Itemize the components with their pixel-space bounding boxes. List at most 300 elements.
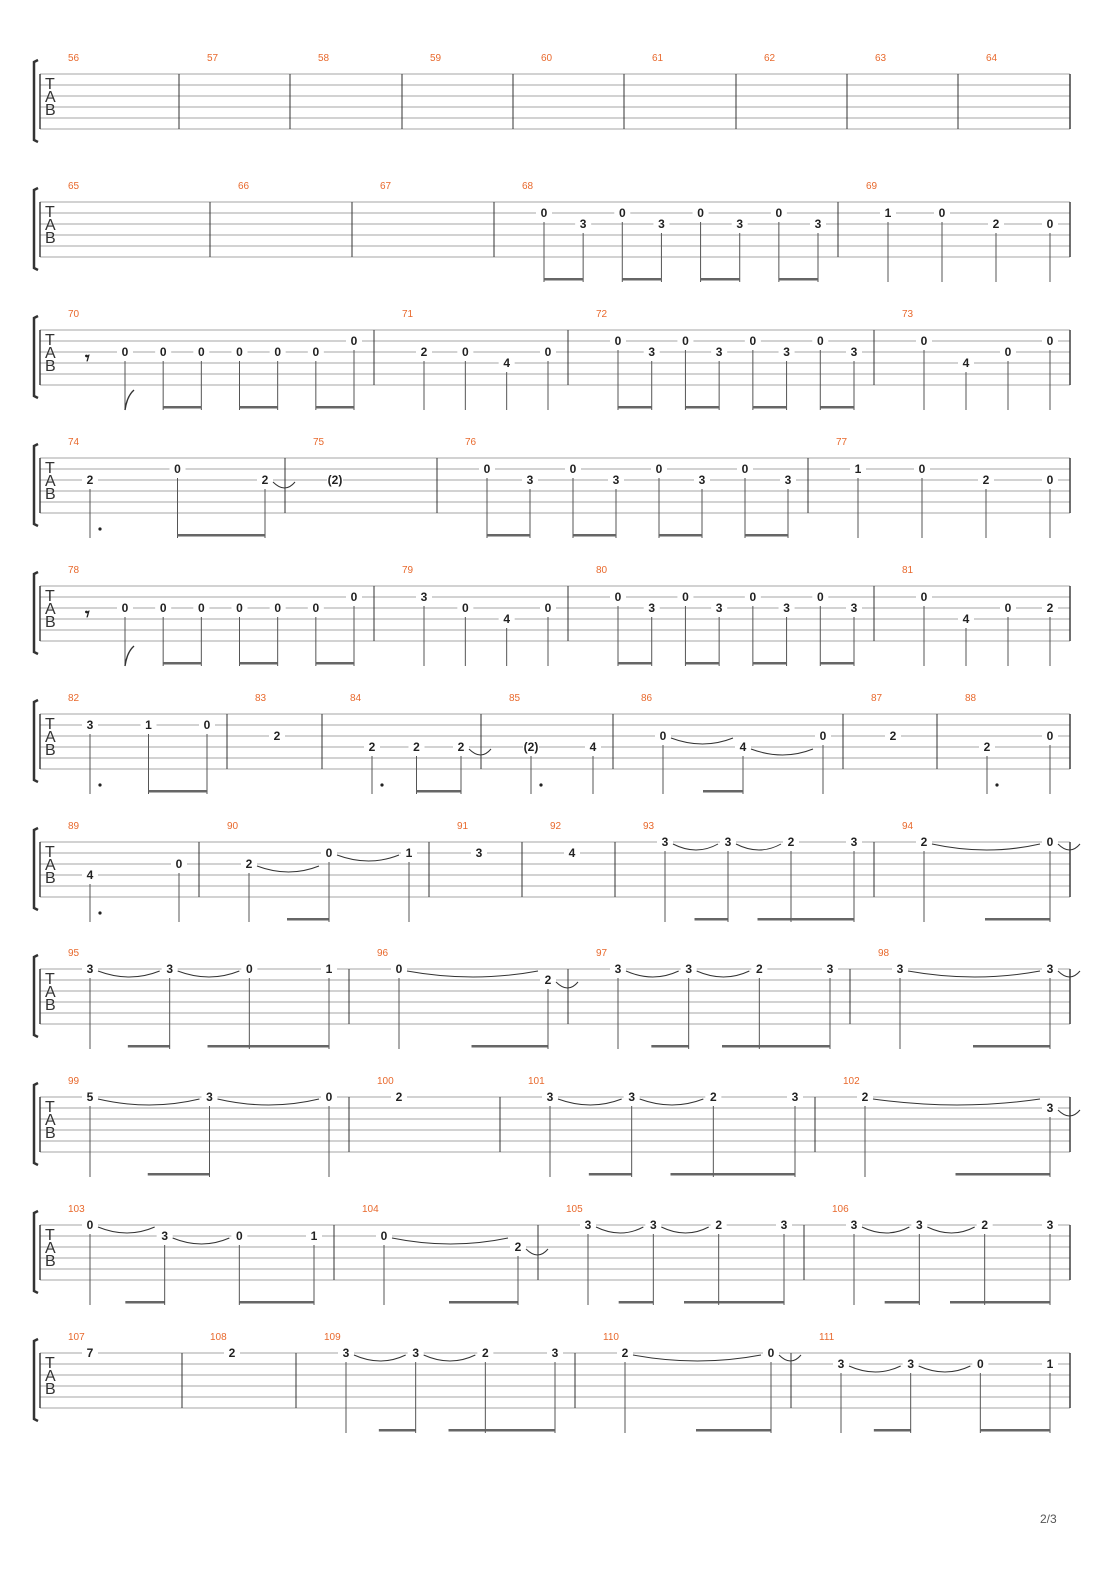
beam	[695, 918, 729, 921]
beam	[973, 1045, 1050, 1048]
fret-number: 0	[197, 345, 205, 359]
measure-number: 86	[641, 693, 653, 704]
tab-clef-letter: B	[45, 230, 56, 247]
fret-number: 2	[787, 835, 795, 849]
tab-clef-letter: B	[45, 358, 56, 375]
fret-number: 0	[159, 345, 167, 359]
tie	[932, 844, 1040, 850]
system-bracket	[34, 1083, 38, 1165]
fret-number: 0	[203, 718, 211, 732]
tie	[98, 1099, 200, 1105]
fret-number: 0	[1046, 217, 1054, 231]
measure-number: 56	[68, 53, 80, 64]
fret-number: 2	[273, 729, 281, 743]
beam	[449, 1301, 518, 1304]
tab-clef-letter: T	[45, 1227, 55, 1244]
measure-number: 87	[871, 693, 883, 704]
fret-number: 2	[420, 345, 428, 359]
tab-clef-letter: T	[45, 588, 55, 605]
measure-number: 88	[965, 693, 977, 704]
fret-number: 2	[861, 1090, 869, 1104]
tab-clef-letter: A	[45, 601, 56, 618]
beam	[651, 1045, 688, 1048]
beam	[701, 278, 740, 281]
fret-number: 0	[312, 601, 320, 615]
beam	[985, 1301, 1050, 1304]
tie	[1058, 971, 1080, 977]
beam	[240, 662, 278, 665]
tie	[661, 1227, 708, 1233]
fret-number: 2	[889, 729, 897, 743]
fret-number: 3	[648, 601, 656, 615]
beam	[713, 1173, 795, 1176]
beam	[980, 1429, 1050, 1432]
tab-clef-letter: B	[45, 1125, 56, 1142]
measure-number: 107	[68, 1332, 85, 1343]
beam	[544, 278, 583, 281]
tab-clef-letter: B	[45, 614, 56, 631]
fret-number: 5	[86, 1090, 94, 1104]
beam	[759, 1045, 830, 1048]
beam	[956, 1173, 1051, 1176]
tie	[779, 1355, 801, 1361]
fret-number: 3	[614, 962, 622, 976]
fret-number: 0	[682, 334, 689, 348]
tab-clef-letter: T	[45, 1355, 55, 1372]
fret-number: 3	[420, 590, 428, 604]
fret-number: 0	[245, 962, 253, 976]
beam	[950, 1301, 985, 1304]
beam	[622, 278, 661, 281]
tab-clef-letter: T	[45, 844, 55, 861]
tab-clef-letter: B	[45, 486, 56, 503]
beam	[684, 1301, 719, 1304]
tab-clef-letter: B	[45, 870, 56, 887]
fret-number: 1	[1046, 1357, 1054, 1371]
beam	[820, 406, 854, 409]
measure-number: 58	[318, 53, 330, 64]
measure-number: 76	[465, 437, 477, 448]
system-bracket	[34, 60, 38, 142]
fret-number: 3	[649, 1218, 657, 1232]
fret-number: 0	[1004, 345, 1012, 359]
beam	[589, 1173, 632, 1176]
tie	[927, 1227, 974, 1233]
fret-number: 2	[983, 740, 991, 754]
fret-number: 0	[1046, 835, 1054, 849]
measure-number: 100	[377, 1076, 394, 1087]
fret-number: 2	[245, 857, 253, 871]
fret-number: 3	[736, 217, 744, 231]
measure-number: 59	[430, 53, 442, 64]
rest-symbol: 𝄾	[85, 348, 90, 369]
fret-number: 0	[741, 462, 749, 476]
measure-number: 68	[522, 181, 534, 192]
fret-number: 3	[850, 345, 858, 359]
fret-number: 0	[618, 206, 626, 220]
fret-number: 3	[648, 345, 656, 359]
beam	[485, 1429, 555, 1432]
measure-number: 69	[866, 181, 878, 192]
measure-number: 83	[255, 693, 267, 704]
measure-number: 105	[566, 1204, 583, 1215]
measure-number: 71	[402, 309, 414, 320]
tie	[908, 971, 1040, 977]
fret-number: 3	[342, 1346, 350, 1360]
system-bracket	[34, 444, 38, 526]
tab-clef-letter: A	[45, 345, 56, 362]
fret-number: 0	[395, 962, 403, 976]
beam	[573, 534, 616, 537]
fret-number: 3	[837, 1357, 845, 1371]
measure-number: 94	[902, 821, 914, 832]
tie	[469, 749, 491, 755]
fret-number: 0	[274, 345, 282, 359]
beam	[148, 1173, 210, 1176]
beam	[779, 278, 818, 281]
fret-number: 2	[395, 1090, 403, 1104]
beam	[316, 406, 354, 409]
tab-clef-letter: T	[45, 204, 55, 221]
tie	[671, 738, 733, 744]
fret-number: 1	[884, 206, 892, 220]
fret-number: 0	[767, 1346, 775, 1360]
fret-number: 3	[791, 1090, 799, 1104]
tab-clef-letter: A	[45, 473, 56, 490]
fret-number: 3	[584, 1218, 592, 1232]
measure-number: 103	[68, 1204, 85, 1215]
measure-number: 82	[68, 693, 80, 704]
fret-number: 3	[1046, 1101, 1054, 1115]
beam	[820, 662, 854, 665]
tab-clef-letter: B	[45, 1381, 56, 1398]
measure-number: 89	[68, 821, 80, 832]
fret-number: 0	[483, 462, 491, 476]
fret-number: 0	[236, 345, 243, 359]
beam	[685, 662, 719, 665]
fret-number: 0	[461, 601, 469, 615]
fret-number: 0	[682, 590, 689, 604]
fret-number: 0	[325, 846, 333, 860]
measure-number: 79	[402, 565, 414, 576]
tie	[392, 1238, 508, 1244]
fret-number: 0	[938, 206, 946, 220]
dot	[995, 783, 998, 786]
measure-number: 96	[377, 948, 389, 959]
fret-number: 3	[206, 1090, 213, 1104]
fret-number: 3	[850, 601, 858, 615]
fret-number: 4	[86, 868, 94, 882]
dot	[98, 527, 101, 530]
fret-number: 7	[86, 1346, 94, 1360]
tab-clef-letter: T	[45, 332, 55, 349]
tie	[407, 971, 538, 977]
beam	[619, 1301, 654, 1304]
fret-number: 1	[854, 462, 862, 476]
fret-number: 2	[261, 473, 269, 487]
fret-number: (2)	[327, 473, 343, 487]
fret-number: 0	[1046, 729, 1054, 743]
fret-number: 3	[715, 601, 723, 615]
fret-number: 0	[816, 334, 824, 348]
beam	[239, 1301, 314, 1304]
measure-number: 73	[902, 309, 914, 320]
measure-number: 95	[68, 948, 80, 959]
fret-number: 0	[819, 729, 827, 743]
fret-number: 0	[121, 345, 129, 359]
system-bracket	[34, 572, 38, 654]
fret-number: 2	[481, 1346, 489, 1360]
note-flag	[125, 390, 134, 410]
measure-number: 85	[509, 693, 521, 704]
fret-number: 3	[715, 345, 723, 359]
fret-number: 0	[312, 345, 320, 359]
tab-clef-letter: T	[45, 971, 55, 988]
note-flag	[125, 646, 134, 666]
tie	[1058, 844, 1080, 850]
fret-number: 3	[896, 962, 904, 976]
tab-clef-letter: B	[45, 1253, 56, 1270]
system-bracket	[34, 955, 38, 1037]
beam	[128, 1045, 170, 1048]
tab-clef-letter: B	[45, 997, 56, 1014]
fret-number: 2	[715, 1218, 723, 1232]
beam	[696, 1429, 771, 1432]
beam	[163, 662, 201, 665]
beam	[287, 918, 329, 921]
measure-number: 61	[652, 53, 664, 64]
fret-number: 0	[174, 462, 181, 476]
fret-number: 3	[784, 473, 792, 487]
fret-number: 0	[569, 462, 577, 476]
fret-number: 3	[628, 1090, 636, 1104]
fret-number: 0	[325, 1090, 333, 1104]
fret-number: 3	[161, 1229, 169, 1243]
tie	[273, 482, 295, 488]
fret-number: 2	[228, 1346, 236, 1360]
measure-number: 78	[68, 565, 80, 576]
tie	[849, 1366, 901, 1372]
fret-number: 0	[614, 590, 622, 604]
system-bracket	[34, 188, 38, 270]
tab-clef-letter: A	[45, 984, 56, 1001]
fret-number: 0	[749, 334, 757, 348]
beam	[791, 918, 854, 921]
measure-number: 60	[541, 53, 553, 64]
fret-number: 0	[380, 1229, 388, 1243]
fret-number: 0	[461, 345, 469, 359]
tab-clef-letter: T	[45, 460, 55, 477]
fret-number: 0	[976, 1357, 984, 1371]
measure-number: 106	[832, 1204, 849, 1215]
measure-number: 108	[210, 1332, 227, 1343]
fret-number: 4	[503, 356, 511, 370]
dot	[98, 783, 101, 786]
fret-number: 3	[685, 962, 693, 976]
fret-number: 4	[962, 612, 970, 626]
measure-number: 99	[68, 1076, 80, 1087]
fret-number: 3	[724, 835, 732, 849]
beam	[125, 1301, 164, 1304]
dot	[98, 911, 101, 914]
fret-number: 0	[540, 206, 548, 220]
dot	[539, 783, 542, 786]
fret-number: 3	[783, 345, 790, 359]
fret-number: 2	[982, 473, 990, 487]
tie	[751, 749, 813, 755]
measure-number: 84	[350, 693, 362, 704]
fret-number: 0	[775, 206, 783, 220]
fret-number: 3	[526, 473, 534, 487]
beam	[487, 534, 530, 537]
beam	[703, 790, 743, 793]
tie	[697, 971, 750, 977]
system-bracket	[34, 1211, 38, 1293]
tie	[173, 1238, 230, 1244]
measure-number: 93	[643, 821, 655, 832]
tie	[218, 1099, 320, 1105]
fret-number: 3	[612, 473, 620, 487]
tie	[558, 1099, 622, 1105]
beam	[671, 1173, 714, 1176]
page-number: 2/3	[1040, 1512, 1057, 1526]
tie	[354, 1355, 406, 1361]
tab-clef-letter: A	[45, 1368, 56, 1385]
beam	[178, 534, 266, 537]
beam	[719, 1301, 784, 1304]
tie	[257, 866, 319, 872]
fret-number: 0	[86, 1218, 94, 1232]
fret-number: 4	[739, 740, 747, 754]
fret-number: 2	[1046, 601, 1054, 615]
fret-number: 3	[780, 1218, 788, 1232]
tie	[337, 855, 399, 861]
fret-number: 2	[920, 835, 928, 849]
tie	[862, 1227, 909, 1233]
fret-number: 3	[698, 473, 706, 487]
fret-number: 2	[755, 962, 763, 976]
beam	[885, 1301, 920, 1304]
measure-number: 64	[986, 53, 998, 64]
fret-number: 0	[1004, 601, 1012, 615]
fret-number: 3	[1046, 962, 1054, 976]
fret-number: 0	[697, 206, 704, 220]
fret-number: 3	[850, 1218, 858, 1232]
measure-number: 98	[878, 948, 890, 959]
fret-number: 0	[235, 1229, 243, 1243]
measure-number: 111	[819, 1332, 835, 1343]
tab-clef-letter: B	[45, 102, 56, 119]
rest-symbol: 𝄾	[85, 604, 90, 625]
measure-number: 104	[362, 1204, 379, 1215]
fret-number: 1	[310, 1229, 318, 1243]
fret-number: 0	[920, 334, 928, 348]
measure-number: 57	[207, 53, 219, 64]
fret-number: 0	[749, 590, 757, 604]
fret-number: 2	[457, 740, 465, 754]
fret-number: 3	[907, 1357, 915, 1371]
measure-number: 75	[313, 437, 325, 448]
fret-number: 3	[551, 1346, 559, 1360]
tie	[919, 1366, 971, 1372]
fret-number: 2	[709, 1090, 717, 1104]
fret-number: 4	[589, 740, 597, 754]
beam	[659, 534, 702, 537]
measure-number: 65	[68, 181, 80, 192]
tab-clef-letter: T	[45, 716, 55, 733]
tab-clef-letter: A	[45, 89, 56, 106]
fret-number: 2	[514, 1240, 522, 1254]
fret-number: 0	[544, 345, 552, 359]
fret-number: 4	[962, 356, 970, 370]
beam	[417, 790, 462, 793]
system-bracket	[34, 700, 38, 782]
tie	[556, 982, 578, 988]
fret-number: 0	[1046, 334, 1054, 348]
beam	[472, 1045, 549, 1048]
measure-number: 77	[836, 437, 848, 448]
tab-clef-letter: T	[45, 1099, 55, 1116]
tab-clef-letter: A	[45, 1240, 56, 1257]
beam	[240, 406, 278, 409]
fret-number: 0	[918, 462, 926, 476]
beam	[753, 406, 787, 409]
beam	[618, 662, 652, 665]
fret-number: 2	[544, 973, 552, 987]
measure-number: 74	[68, 437, 80, 448]
fret-number: 3	[475, 846, 483, 860]
fret-number: 3	[783, 601, 790, 615]
fret-number: 3	[412, 1346, 420, 1360]
measure-number: 63	[875, 53, 887, 64]
tie	[596, 1227, 643, 1233]
tie	[178, 971, 240, 977]
fret-number: 0	[236, 601, 243, 615]
measure-number: 72	[596, 309, 608, 320]
beam	[753, 662, 787, 665]
fret-number: 0	[614, 334, 622, 348]
fret-number: 0	[920, 590, 928, 604]
fret-number: 0	[350, 334, 358, 348]
fret-number: 2	[86, 473, 94, 487]
tie	[98, 1227, 155, 1233]
fret-number: 3	[86, 718, 94, 732]
fret-number: 1	[145, 718, 152, 732]
measure-number: 102	[843, 1076, 860, 1087]
measure-number: 90	[227, 821, 239, 832]
tab-clef-letter: A	[45, 1112, 56, 1129]
fret-number: 3	[579, 217, 587, 231]
system-bracket	[34, 316, 38, 398]
beam	[449, 1429, 486, 1432]
tab-clef-letter: A	[45, 857, 56, 874]
fret-number: 3	[661, 835, 669, 849]
fret-number: 0	[816, 590, 824, 604]
beam	[985, 918, 1050, 921]
fret-number: 3	[915, 1218, 923, 1232]
fret-number: 3	[850, 835, 858, 849]
fret-number: 3	[166, 962, 174, 976]
beam	[722, 1045, 759, 1048]
beam	[208, 1045, 250, 1048]
fret-number: 3	[658, 217, 665, 231]
fret-number: 0	[350, 590, 358, 604]
fret-number: 3	[86, 962, 94, 976]
tie	[1058, 1110, 1080, 1116]
fret-number: 2	[621, 1346, 629, 1360]
measure-number: 91	[457, 821, 469, 832]
tab-clef-letter: A	[45, 217, 56, 234]
